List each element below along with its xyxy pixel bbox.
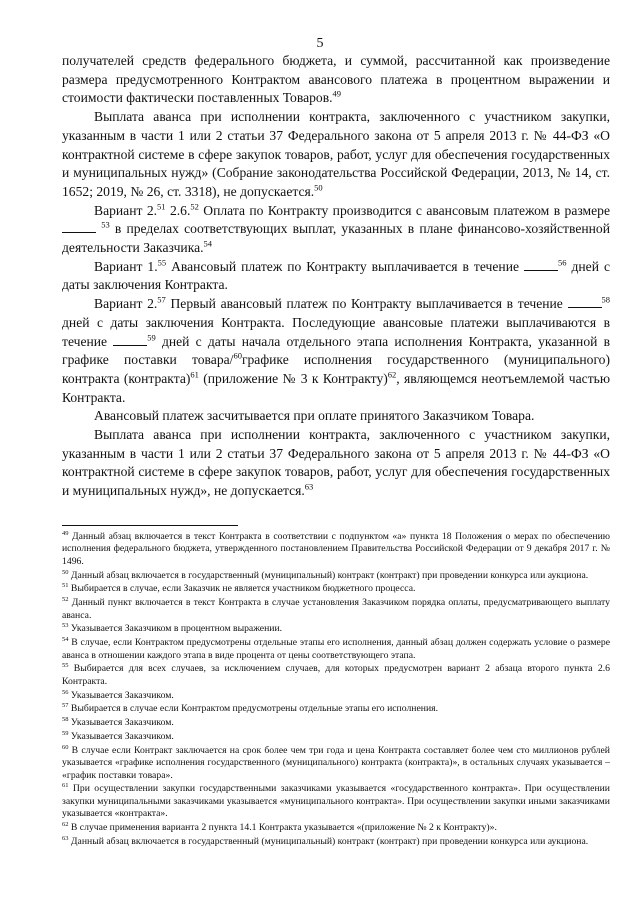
footnote: $^{53}$ Указывается Заказчиком в процентном выражении.: [62, 622, 283, 635]
footnote-ref: 55: [157, 257, 167, 268]
paragraph: Вариант 2.51 2.6.52 Оплата по Контракту производится с авансовым платежом в размере $^{53}$ в пределах соответствующих выплат, указанных в плане финансово-хозяйственной деятельности Заказчика.$^{54}$: [62, 201, 611, 256]
footnote: $^{60}$ В случае если Контракт заключается на срок более чем три года и цена Контракта составляет более чем сто миллионов рублей указывается «графике исполнения государственного (муниципального) контракта (контракта)», в остальных случаях указывается – «график поставки товара».: [62, 743, 610, 781]
footnote-ref: 63: [304, 481, 314, 492]
footnote-ref: 62: [387, 369, 397, 380]
footnote-ref: 58: [601, 294, 611, 305]
footnotes: [62, 531, 610, 850]
blank-field: [524, 259, 558, 271]
footnote-ref: 49: [332, 88, 342, 99]
main-text: [62, 52, 610, 501]
footnote: $^{59}$ Указывается Заказчиком.: [62, 729, 174, 742]
footnote: $^{56}$ Указывается Заказчиком.: [62, 688, 174, 701]
blank-field: [62, 221, 96, 233]
footnote-ref: 51: [157, 201, 166, 212]
page-number: 5: [316, 36, 324, 51]
footnote: $^{58}$ Указывается Заказчиком.: [62, 715, 174, 729]
footnote: $^{61}$ При осуществлении закупки государственными заказчиками указывается «государственного контракта». При осуществлении закупки муниципальными заказчиками указывается «муниципального контракта». При осуществлении закупки иными заказчиками указывается «контракта».: [62, 782, 610, 820]
footnote-ref: 60: [233, 350, 242, 361]
footnote: $^{51}$ Выбирается в случае, если Заказчик не является участником бюджетного процесса.: [62, 582, 416, 595]
footnote: $^{49}$ Данный абзац включается в текст Контракта в соответствии с подпунктом «а» пункта 18 Положения о мерах по обеспечению исполнения федерального бюджета, утвержденного постановлением Правительства Российской Федерации от 9 декабря 2017 г. № 1496.: [62, 529, 610, 567]
paragraph: Выплата аванса при исполнении контракта, заключенного с участником закупки, указанным в части 1 или 2 статьи 37 Федерального закона от 5 апреля 2013 г. № 44-ФЗ «О контрактной системе в сфере закупок товаров, работ, услуг для обеспечения государственных и муниципальных нужд», не допускается.$^{63}$: [62, 427, 610, 499]
footnote: $^{63}$ Данный абзац включается в государственный (муниципальный) контракт (контракт) при проведении конкурса или аукциона.: [62, 834, 589, 847]
footnote: $^{62}$ В случае применения варианта 2 пункта 14.1 Контракта указывается «(приложение № 2 к Контракту)».: [62, 820, 497, 834]
blank-field: [113, 334, 147, 346]
footnote-ref: 57: [157, 294, 166, 305]
footnote-ref: 59: [147, 332, 156, 343]
footnote-ref: 52: [190, 201, 199, 212]
footnote: $^{55}$ Выбирается для всех случаев, за исключением случаев, для которых предусмотрен вариант 2 абзаца второго пункта 2.6 Контракта.: [62, 662, 610, 687]
paragraph: получателей средств федерального бюджета, и суммой, рассчитанной как произведение размера предусмотренного Контрактом авансового платежа в процентном выражении и стоимости фактически поставленных Товаров.$^{49}$: [62, 53, 610, 106]
paragraph: Выплата аванса при исполнении контракта, заключенного с участником закупки, указанным в части 1 или 2 статьи 37 Федерального закона от 5 апреля 2013 г. № 44-ФЗ «О контрактной системе в сфере закупок товаров, работ, услуг для обеспечения государственных и муниципальных нужд» (Собрание законодательства Российской Федерации, 2013, № 14, ст. 1652; 2019, № 26, ст. 3318), не допускается.$^{50}$: [62, 109, 610, 199]
paragraph: Вариант 1.55 Авансовый платеж по Контракту выплачивается в течение $^{56}$ дней с даты заключения Контракта.: [62, 257, 611, 293]
footnote: $^{52}$ Данный пункт включается в текст Контракта в случае установления Заказчиком порядка оплаты, предусматривающего выплату аванса.: [62, 595, 610, 621]
footnote: $^{54}$ В случае, если Контрактом предусмотрены отдельные этапы его исполнения, данный абзац должен содержать условие о размере аванса в отношении каждого этапа в виде процента от цены соответствующего этапа.: [62, 635, 610, 661]
paragraph: Авансовый платеж засчитывается при оплате принятого Заказчиком Товара.: [94, 408, 535, 424]
blank-field: [568, 296, 602, 308]
footnote-ref: 50: [314, 182, 323, 193]
footnote-separator: [62, 525, 238, 526]
footnote-ref: 53: [101, 219, 110, 230]
footnote: $^{57}$ Выбирается в случае если Контрактом предусмотрены отдельные этапы его исполнения.: [62, 702, 439, 715]
footnote: $^{50}$ Данный абзац включается в государственный (муниципальный) контракт (контракт) при проведении конкурса или аукциона.: [62, 568, 589, 581]
footnote-ref: 61: [190, 369, 199, 380]
footnote-ref: 54: [203, 238, 213, 249]
paragraph: Вариант 2.57 Первый авансовый платеж по Контракту выплачивается в течение $^{58}$ дней с даты заключения Контракта. Последующие авансовые платежи выплачиваются в течение $^{59}$ дней с даты начала отдельного этапа исполнения Контракта, указанной в графике поставки товара/$^{60}$графике исполнения государственного (муниципального) контракта (контракта)$^{61}$ (приложение № 3 к Контракту)$^{62}$, являющемся неотъемлемой частью Контракта.: [62, 294, 611, 405]
footnote-ref: 56: [558, 257, 567, 268]
